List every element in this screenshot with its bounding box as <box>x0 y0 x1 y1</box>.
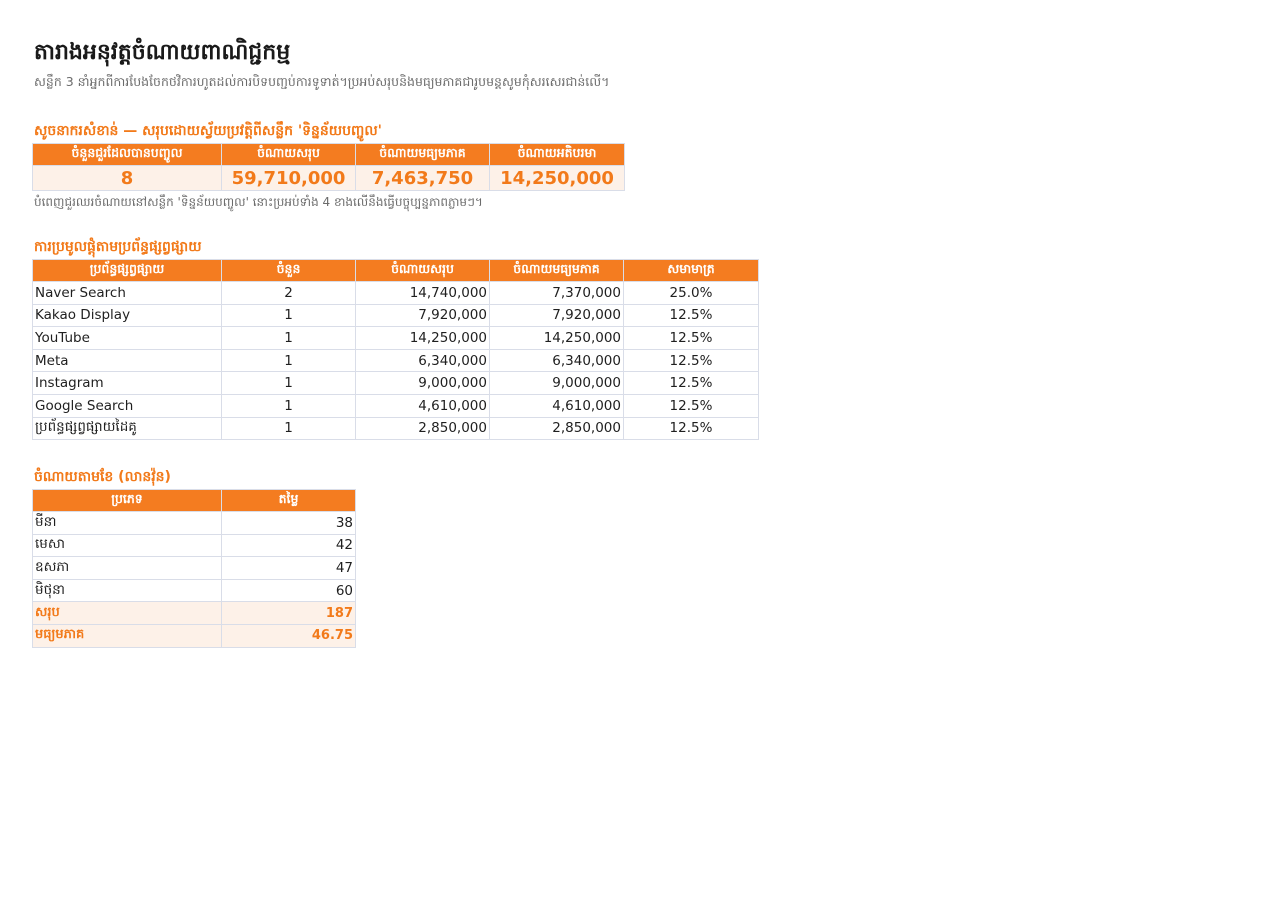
platform-header-total: ចំណាយសរុប <box>356 260 490 282</box>
platform-ratio[interactable]: 12.5% <box>624 304 759 327</box>
monthly-header-value: តម្លៃ <box>222 490 356 512</box>
table-row <box>33 557 356 580</box>
kpi-note: បំពេញជួរឈរចំណាយនៅសន្លឹក 'ទិន្នន័យបញ្ចូល' នោះប្រអប់ទាំង 4 ខាងលើនឹងធ្វើបច្ចុប្បន្នភាពភ្លាមៗ។ <box>34 195 483 209</box>
platform-count[interactable]: 1 <box>222 327 356 350</box>
platform-total[interactable]: 9,000,000 <box>356 372 490 395</box>
kpi-header-average: ចំណាយមធ្យមភាគ <box>356 144 490 166</box>
platform-total[interactable]: 14,740,000 <box>356 282 490 305</box>
platform-average[interactable]: 9,000,000 <box>490 372 624 395</box>
month-value[interactable]: 60 <box>222 579 356 602</box>
platform-header-name: ប្រព័ន្ធផ្សព្វផ្សាយ <box>33 260 222 282</box>
month-value[interactable]: 47 <box>222 557 356 580</box>
platform-count[interactable]: 1 <box>222 417 356 440</box>
monthly-section-title: ចំណាយតាមខែ (លានវ៉ុន) <box>34 469 171 485</box>
average-row <box>33 624 356 647</box>
platform-ratio[interactable]: 12.5% <box>624 349 759 372</box>
kpi-value-max[interactable]: 14,250,000 <box>490 166 625 191</box>
platform-name[interactable]: YouTube <box>33 327 222 350</box>
kpi-value-total[interactable]: 59,710,000 <box>222 166 356 191</box>
month-value[interactable]: 38 <box>222 512 356 535</box>
monthly-header-category: ប្រភេទ <box>33 490 222 512</box>
platform-header-count: ចំនួន <box>222 260 356 282</box>
kpi-header-rows: ចំនួនជួរដែលបានបញ្ចូល <box>33 144 222 166</box>
platform-total[interactable]: 14,250,000 <box>356 327 490 350</box>
platform-average[interactable]: 14,250,000 <box>490 327 624 350</box>
platform-ratio[interactable]: 12.5% <box>624 372 759 395</box>
platform-name[interactable]: Google Search <box>33 394 222 417</box>
average-value[interactable]: 46.75 <box>222 624 356 647</box>
platform-name[interactable]: ប្រព័ន្ធផ្សព្វផ្សាយដៃគូ <box>33 417 222 440</box>
kpi-table <box>32 143 625 191</box>
platform-ratio[interactable]: 12.5% <box>624 417 759 440</box>
platform-average[interactable]: 6,340,000 <box>490 349 624 372</box>
table-row <box>33 349 759 372</box>
platform-name[interactable]: Meta <box>33 349 222 372</box>
kpi-value-average[interactable]: 7,463,750 <box>356 166 490 191</box>
platform-average[interactable]: 7,370,000 <box>490 282 624 305</box>
platform-count[interactable]: 1 <box>222 372 356 395</box>
platform-average[interactable]: 7,920,000 <box>490 304 624 327</box>
platform-total[interactable]: 2,850,000 <box>356 417 490 440</box>
table-row <box>33 327 759 350</box>
table-row <box>33 372 759 395</box>
kpi-header-max: ចំណាយអតិបរមា <box>490 144 625 166</box>
kpi-section-title: សូចនាករសំខាន់ — សរុបដោយស្វ័យប្រវត្តិពីសន្លឹក 'ទិន្នន័យបញ្ចូល' <box>34 123 382 139</box>
platform-average[interactable]: 2,850,000 <box>490 417 624 440</box>
total-value[interactable]: 187 <box>222 602 356 625</box>
platform-table <box>32 259 759 440</box>
platform-name[interactable]: Kakao Display <box>33 304 222 327</box>
platform-name[interactable]: Instagram <box>33 372 222 395</box>
platform-ratio[interactable]: 12.5% <box>624 394 759 417</box>
platform-count[interactable]: 1 <box>222 304 356 327</box>
month-label[interactable]: ឧសភា <box>33 557 222 580</box>
platform-count[interactable]: 2 <box>222 282 356 305</box>
month-label[interactable]: មិថុនា <box>33 579 222 602</box>
table-row <box>33 304 759 327</box>
platform-header-ratio: សមាមាត្រ <box>624 260 759 282</box>
table-row <box>33 579 356 602</box>
month-value[interactable]: 42 <box>222 534 356 557</box>
table-row <box>33 282 759 305</box>
platform-ratio[interactable]: 12.5% <box>624 327 759 350</box>
kpi-value-rows[interactable]: 8 <box>33 166 222 191</box>
total-label: សរុប <box>33 602 222 625</box>
platform-total[interactable]: 6,340,000 <box>356 349 490 372</box>
platform-total[interactable]: 4,610,000 <box>356 394 490 417</box>
table-row <box>33 512 356 535</box>
platform-header-average: ចំណាយមធ្យមភាគ <box>490 260 624 282</box>
table-row <box>33 417 759 440</box>
platform-count[interactable]: 1 <box>222 394 356 417</box>
page-subtitle: សន្លឹក 3 នាំអ្នកពីការបែងចែកថវិការហូតដល់ការបិទបញ្ជប់ការទូទាត់។ប្រអប់សរុបនិងមធ្យមភាគជារូបមន្តសូមកុំសរសេរជាន់លើ។ <box>34 74 610 89</box>
month-label[interactable]: មីនា <box>33 512 222 535</box>
page-title: តារាងអនុវត្តចំណាយពាណិជ្ជកម្ម <box>34 40 291 65</box>
platform-name[interactable]: Naver Search <box>33 282 222 305</box>
platform-average[interactable]: 4,610,000 <box>490 394 624 417</box>
platform-count[interactable]: 1 <box>222 349 356 372</box>
kpi-header-total: ចំណាយសរុប <box>222 144 356 166</box>
monthly-table <box>32 489 356 648</box>
average-label: មធ្យមភាគ <box>33 624 222 647</box>
table-row <box>33 394 759 417</box>
table-row <box>33 534 356 557</box>
total-row <box>33 602 356 625</box>
platform-section-title: ការប្រមូលផ្តុំតាមប្រព័ន្ធផ្សព្វផ្សាយ <box>34 239 202 255</box>
platform-ratio[interactable]: 25.0% <box>624 282 759 305</box>
month-label[interactable]: មេសា <box>33 534 222 557</box>
platform-total[interactable]: 7,920,000 <box>356 304 490 327</box>
